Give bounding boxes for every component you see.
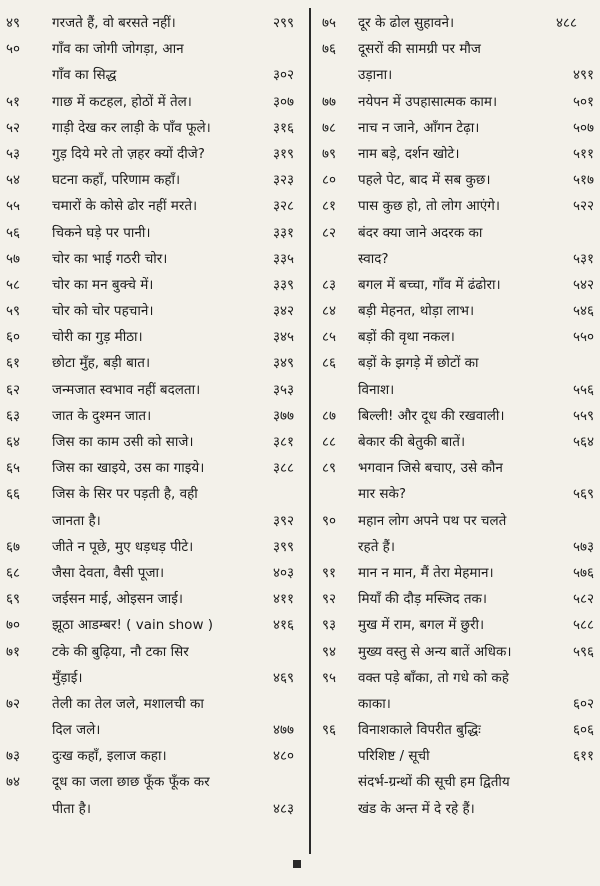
entry-number: ५८ <box>6 276 21 293</box>
entry-text: मुँड़ाई। <box>52 669 83 686</box>
entry-number: ६३ <box>6 407 21 424</box>
entry-text: नाम बड़े, दर्शन खोटे। <box>358 145 460 162</box>
index-entry <box>312 665 600 717</box>
entry-number: ८७ <box>322 407 337 424</box>
entry-page-number: ५५६ <box>572 381 594 398</box>
column-divider <box>309 8 311 854</box>
entry-page-number: ४१६ <box>272 617 294 634</box>
index-entry <box>312 717 600 743</box>
entry-text: जैसा देवता, वैसी पूजा। <box>52 564 165 581</box>
entry-text: चोर का भाई गठरी चोर। <box>52 250 168 267</box>
entry-line <box>0 455 308 481</box>
entry-text: झूठा आडम्बर! ( vain show ) <box>52 617 214 634</box>
entry-number: ५० <box>6 41 21 58</box>
entry-line <box>0 272 308 298</box>
index-entry <box>312 115 600 141</box>
index-entry <box>0 115 308 141</box>
entry-line <box>312 272 600 298</box>
entry-number: ५३ <box>6 145 21 162</box>
entry-page-number: ३१९ <box>272 145 294 162</box>
index-entry <box>0 455 308 481</box>
entry-text: काका। <box>358 695 391 712</box>
entry-page-number: ३४२ <box>272 303 294 320</box>
entry-text: परिशिष्ट / सूची <box>358 748 430 765</box>
entry-page-number: ५३१ <box>572 250 594 267</box>
entry-line <box>312 429 600 455</box>
entry-number: ७६ <box>322 41 337 58</box>
entry-number: ७३ <box>6 748 21 765</box>
entry-number: ७१ <box>6 643 21 660</box>
entry-number: ५७ <box>6 250 21 267</box>
entry-line <box>312 377 600 403</box>
entry-line <box>312 324 600 350</box>
index-entry <box>312 560 600 586</box>
entry-text: बड़ी मेहनत, थोड़ा लाभ। <box>358 303 475 320</box>
entry-line <box>312 717 600 743</box>
index-entry <box>0 193 308 219</box>
entry-line <box>0 377 308 403</box>
entry-line <box>0 324 308 350</box>
entry-page-number: ५६९ <box>572 486 594 503</box>
entry-page-number: ४०३ <box>272 564 294 581</box>
entry-text: स्वाद? <box>358 250 389 267</box>
entry-text: दुःख कहाँ, इलाज कहा। <box>52 748 167 765</box>
index-entry <box>312 403 600 429</box>
entry-page-number: ३२३ <box>272 172 294 189</box>
entry-line <box>0 717 308 743</box>
entry-line <box>0 298 308 324</box>
index-entry <box>312 429 600 455</box>
entry-text: तेली का तेल जले, मशालची का <box>52 695 204 712</box>
entry-page-number: ३०२ <box>272 67 294 84</box>
entry-number: ८० <box>322 172 337 189</box>
entry-number: ५१ <box>6 93 21 110</box>
entry-text: विनाश। <box>358 381 395 398</box>
index-entry <box>0 36 308 88</box>
entry-number: ८५ <box>322 329 337 346</box>
entry-text: जानता है। <box>52 512 101 529</box>
entry-line <box>312 193 600 219</box>
entry-page-number: ३०७ <box>272 93 294 110</box>
entry-page-number: ३३१ <box>272 224 294 241</box>
entry-text: पहले पेट, बाद में सब कुछ। <box>358 172 491 189</box>
entry-page-number: ५१७ <box>572 172 594 189</box>
entry-number: ६० <box>6 329 21 346</box>
entry-page-number: ३४५ <box>272 329 294 346</box>
entry-page-number: ६११ <box>572 748 594 765</box>
entry-page-number: ३९९ <box>272 538 294 555</box>
entry-line <box>312 534 600 560</box>
entry-number: ९२ <box>322 591 337 608</box>
index-entry <box>0 220 308 246</box>
entry-number: ८४ <box>322 303 337 320</box>
index-entry <box>312 36 600 88</box>
entry-page-number: ३९२ <box>272 512 294 529</box>
entry-line <box>312 403 600 429</box>
entry-text: गाछ में कटहल, होठों में तेल। <box>52 93 192 110</box>
entry-page-number: ३३५ <box>272 250 294 267</box>
entry-page-number: ५६४ <box>572 434 594 450</box>
entry-line <box>312 141 600 167</box>
entry-line <box>0 796 308 822</box>
entry-page-number: ५५९ <box>572 407 594 424</box>
index-entry <box>0 167 308 193</box>
index-entry <box>312 743 600 769</box>
entry-text: घटना कहाँ, परिणाम कहाँ। <box>52 172 181 189</box>
index-entry <box>0 429 308 455</box>
entry-page-number: ३८८ <box>272 460 294 477</box>
entry-number: ५५ <box>6 198 21 215</box>
entry-number: ९० <box>322 512 337 529</box>
entry-text: चोर का मन बुक्चे में। <box>52 276 154 293</box>
index-entry <box>0 246 308 272</box>
right-column <box>312 10 600 822</box>
entry-text: विनाशकाले विपरीत बुद्धिः <box>358 722 481 739</box>
entry-page-number: ५७३ <box>572 538 594 555</box>
entry-line <box>0 350 308 376</box>
index-entry <box>0 10 308 36</box>
entry-text: उड़ाना। <box>358 67 393 84</box>
index-entry <box>0 743 308 769</box>
index-entry <box>0 534 308 560</box>
entry-page-number: ५९६ <box>572 643 594 660</box>
entry-page-number: ४९१ <box>572 67 594 84</box>
entry-page-number: ३८१ <box>272 434 294 450</box>
entry-text: जईसन माई, ओइसन जाई। <box>52 591 183 608</box>
entry-line <box>0 167 308 193</box>
entry-text: जीते न पूछे, मुए धड़धड़ पीटे। <box>52 538 194 555</box>
page-footer-mark <box>293 860 301 868</box>
entry-line <box>0 508 308 534</box>
entry-text: जन्मजात स्वभाव नहीं बदलता। <box>52 381 201 398</box>
entry-number: ७८ <box>322 119 337 136</box>
entry-number: ६५ <box>6 460 21 477</box>
index-entry <box>0 350 308 376</box>
entry-page-number: ४८३ <box>272 800 294 817</box>
entry-text: नाच न जाने, आँगन टेढ़ा। <box>358 119 480 136</box>
entry-line <box>0 481 308 507</box>
entry-number: ६७ <box>6 538 21 555</box>
entry-page-number: ५४६ <box>572 303 594 320</box>
entry-line <box>0 115 308 141</box>
entry-number: ६२ <box>6 381 21 398</box>
entry-page-number: ५७६ <box>572 564 594 581</box>
index-entry <box>312 220 600 272</box>
index-entry <box>0 324 308 350</box>
index-entry <box>0 769 308 821</box>
top-right-page-number: ४८८ <box>556 15 578 31</box>
entry-number: ९१ <box>322 564 337 581</box>
entry-number: ९५ <box>322 669 337 686</box>
entry-line <box>0 193 308 219</box>
entry-page-number: ५११ <box>572 145 594 162</box>
entry-number: ७४ <box>6 774 21 791</box>
index-entry <box>312 324 600 350</box>
entry-line <box>312 508 600 534</box>
entry-text: महान लोग अपने पथ पर चलते <box>358 512 507 529</box>
entry-page-number: ५८८ <box>572 617 594 634</box>
entry-line <box>0 141 308 167</box>
entry-text: भगवान जिसे बचाए, उसे कौन <box>358 460 503 477</box>
entry-number: ८३ <box>322 276 337 293</box>
index-entry <box>0 298 308 324</box>
entry-line <box>0 612 308 638</box>
entry-text: गरजते हैं, वो बरसते नहीं। <box>52 15 176 31</box>
entry-text: छोटा मुँह, बड़ी बात। <box>52 355 151 372</box>
entry-page-number: ३७७ <box>272 407 294 424</box>
entry-text: चमारों के कोसे ढोर नहीं मरते। <box>52 198 198 215</box>
entry-text: बिल्ली! और दूध की रखवाली। <box>358 407 505 424</box>
entry-number: ५९ <box>6 303 21 320</box>
entry-page-number: ३२८ <box>272 198 294 215</box>
entry-line <box>312 639 600 665</box>
entry-text: बगल में बच्चा, गाँव में ढंढोरा। <box>358 276 501 293</box>
entry-page-number: ४८० <box>272 748 294 765</box>
entry-number: ८२ <box>322 224 337 241</box>
entry-number: ९६ <box>322 722 337 739</box>
index-entry <box>312 586 600 612</box>
index-entry <box>312 508 600 560</box>
entry-text: गाड़ी देख कर लाड़ी के पाँव फूले। <box>52 119 211 136</box>
entry-text: खंड के अन्त में दे रहे हैं। <box>358 800 475 817</box>
index-entry <box>0 481 308 533</box>
entry-text: मुख में राम, बगल में छुरी। <box>358 617 485 634</box>
entry-line <box>312 665 600 691</box>
entry-line <box>0 743 308 769</box>
entry-text: मुख्य वस्तु से अन्य बातें अधिक। <box>358 643 512 660</box>
entry-number: ७५ <box>322 15 337 31</box>
entry-page-number: ५५० <box>572 329 594 346</box>
index-entry <box>312 141 600 167</box>
entry-page-number: ३३९ <box>272 276 294 293</box>
entry-line <box>312 246 600 272</box>
entry-text: टके की बुढ़िया, नौ टका सिर <box>52 643 189 660</box>
entry-text: रहते हैं। <box>358 538 395 555</box>
index-entry <box>0 272 308 298</box>
entry-line <box>0 665 308 691</box>
entry-number: ८६ <box>322 355 337 372</box>
index-entry <box>312 167 600 193</box>
entry-page-number: ३४९ <box>272 355 294 372</box>
index-entry <box>0 377 308 403</box>
entry-line <box>312 167 600 193</box>
entry-line <box>312 220 600 246</box>
entry-line <box>312 350 600 376</box>
entry-text: बड़ों की वृथा नकल। <box>358 329 455 346</box>
entry-line <box>312 481 600 507</box>
entry-line <box>312 455 600 481</box>
left-column <box>0 10 308 822</box>
entry-number: ६८ <box>6 564 21 581</box>
entry-line <box>312 298 600 324</box>
entry-text: मान न मान, मैं तेरा मेहमान। <box>358 564 494 581</box>
index-entry <box>0 89 308 115</box>
entry-page-number: ५८२ <box>572 591 594 608</box>
entry-line <box>0 534 308 560</box>
entry-text: चोरी का गुड़ मीठा। <box>52 329 143 346</box>
entry-text: संदर्भ-ग्रन्थों की सूची हम द्वितीय <box>358 774 510 791</box>
entry-text: बंदर क्या जाने अदरक का <box>358 224 483 241</box>
index-entry <box>0 586 308 612</box>
entry-line <box>312 769 600 795</box>
index-entry <box>0 691 308 743</box>
entry-number: ७० <box>6 617 21 634</box>
entry-number: ७९ <box>322 145 337 162</box>
index-entry <box>0 639 308 691</box>
entry-text: दूसरों की सामग्री पर मौज <box>358 41 481 58</box>
entry-text: बड़ों के झगड़े में छोटों का <box>358 355 479 372</box>
entry-text: गुड़ दिये मरे तो ज़हर क्यों दीजे? <box>52 145 205 162</box>
entry-text: दूर के ढोल सुहावने। <box>358 15 455 31</box>
entry-page-number: ३५३ <box>272 381 294 398</box>
index-entry <box>312 639 600 665</box>
entry-text: बेकार की बेतुकी बातें। <box>358 434 466 450</box>
entry-line <box>0 639 308 665</box>
entry-page-number: ४११ <box>272 591 294 608</box>
entry-text: दिल जले। <box>52 722 101 739</box>
entry-line <box>0 36 308 62</box>
entry-text: जिस का काम उसी को साजे। <box>52 434 194 450</box>
entry-line <box>312 691 600 717</box>
entry-text: मियाँ की दौड़ मस्जिद तक। <box>358 591 487 608</box>
entry-number: ९४ <box>322 643 337 660</box>
entry-number: ४९ <box>6 15 21 31</box>
entry-line <box>312 115 600 141</box>
entry-text: दूध का जला छाछ फूँक फूँक कर <box>52 774 210 791</box>
entry-page-number: ५०१ <box>572 93 594 110</box>
entry-number: ६४ <box>6 434 21 450</box>
entry-line <box>0 560 308 586</box>
entry-line <box>0 586 308 612</box>
index-entry <box>312 10 600 36</box>
entry-number: ६९ <box>6 591 21 608</box>
entry-number: ७७ <box>322 93 337 110</box>
entry-number: ८१ <box>322 198 337 215</box>
entry-text: नयेपन में उपहासात्मक काम। <box>358 93 498 110</box>
entry-page-number: ६०६ <box>572 722 594 739</box>
entry-text: वक्त पड़े बाँका, तो गधे को कहे <box>358 669 509 686</box>
index-entry <box>0 612 308 638</box>
entry-line <box>0 62 308 88</box>
entry-page-number: ६०२ <box>572 695 594 712</box>
entry-line <box>312 560 600 586</box>
index-entry <box>312 769 600 821</box>
entry-number: ९३ <box>322 617 337 634</box>
entry-text: पास कुछ हो, तो लोग आएंगे। <box>358 198 500 215</box>
entry-line <box>312 10 600 36</box>
index-entry <box>312 612 600 638</box>
entry-text: चिकने घड़े पर पानी। <box>52 224 151 241</box>
entry-line <box>312 743 600 769</box>
entry-page-number: ४६९ <box>272 669 294 686</box>
entry-text: जिस का खाइये, उस का गाइये। <box>52 460 205 477</box>
entry-line <box>0 89 308 115</box>
entry-number: ८९ <box>322 460 337 477</box>
entry-line <box>0 10 308 36</box>
entry-page-number: ४७७ <box>272 722 294 739</box>
index-entry <box>312 89 600 115</box>
entry-number: ७२ <box>6 695 21 712</box>
entry-text: जिस के सिर पर पड़ती है, वही <box>52 486 198 503</box>
entry-page-number: ५२२ <box>572 198 594 215</box>
index-entry <box>0 560 308 586</box>
entry-line <box>312 586 600 612</box>
entry-page-number: ५४२ <box>572 276 594 293</box>
entry-line <box>0 769 308 795</box>
entry-text: जात के दुश्मन जात। <box>52 407 152 424</box>
entry-number: ८८ <box>322 434 337 450</box>
entry-number: ६१ <box>6 355 21 372</box>
index-entry <box>312 298 600 324</box>
entry-text: मार सके? <box>358 486 407 503</box>
index-entry <box>312 193 600 219</box>
entry-text: पीता है। <box>52 800 91 817</box>
entry-number: ६६ <box>6 486 21 503</box>
entry-page-number: २९९ <box>272 15 294 31</box>
entry-line <box>0 429 308 455</box>
entry-page-number: ३१६ <box>272 119 294 136</box>
entry-line <box>312 612 600 638</box>
index-entry <box>312 350 600 402</box>
index-entry <box>0 403 308 429</box>
entry-number: ५६ <box>6 224 21 241</box>
entry-line <box>312 796 600 822</box>
entry-line <box>312 89 600 115</box>
entry-page-number: ५०७ <box>572 119 594 136</box>
entry-line <box>0 220 308 246</box>
entry-number: ५२ <box>6 119 21 136</box>
entry-text: चोर को चोर पहचाने। <box>52 303 154 320</box>
entry-number: ५४ <box>6 172 21 189</box>
entry-line <box>312 36 600 62</box>
entry-text: गाँव का सिद्ध <box>52 67 117 84</box>
entry-text: गाँव का जोगी जोगड़ा, आन <box>52 41 184 58</box>
index-entry <box>0 141 308 167</box>
entry-line <box>0 403 308 429</box>
index-entry <box>312 272 600 298</box>
index-entry <box>312 455 600 507</box>
entry-line <box>0 691 308 717</box>
entry-line <box>0 246 308 272</box>
entry-line <box>312 62 600 88</box>
